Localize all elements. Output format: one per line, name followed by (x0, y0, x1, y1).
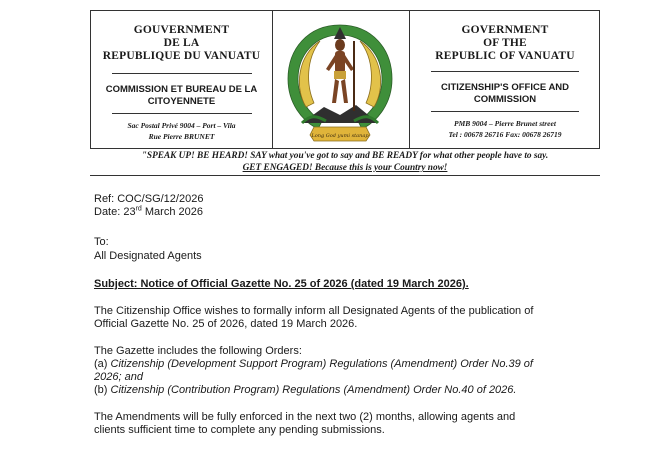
english-dept-line2: COMMISSION (473, 94, 537, 105)
english-gov-line2: OF THE (483, 37, 527, 49)
recipient: All Designated Agents (94, 250, 202, 262)
letterhead-english-column (409, 11, 600, 148)
order-a-title: Citizenship (Development Support Program) Regulations (Amendment) Order No.39 of (110, 358, 533, 370)
french-gov-line3: REPUBLIQUE DU VANUATU (102, 50, 261, 62)
divider (431, 111, 579, 112)
french-gov-line1: GOUVERNMENT (133, 24, 230, 36)
paragraph-3-line2: clients sufficient time to complete any pending submissions. (94, 424, 385, 436)
french-addr-line1: Sac Postal Privé 9004 – Port – Vila (127, 121, 236, 130)
motto-line2: GET ENGAGED! Because this is your Country now! (242, 163, 448, 173)
english-addr-line2: Tel : 00678 26716 Fax: 00678 26719 (448, 130, 562, 139)
letterhead (90, 10, 600, 149)
english-gov-line1: GOVERNMENT (461, 24, 549, 36)
order-a-line2: 2026; and (94, 371, 143, 383)
motto-banner (90, 150, 600, 174)
english-department-name (410, 82, 600, 106)
to-label: To: (94, 236, 109, 248)
order-a (94, 358, 533, 371)
paragraph-1-line2: Official Gazette No. 25 of 2026, dated 19 March 2026. (94, 318, 358, 330)
french-government-title (91, 24, 272, 63)
french-gov-line2: DE LA (163, 37, 200, 49)
english-address (410, 118, 600, 140)
french-dept-line1: COMMISSION ET BUREAU DE LA (105, 84, 258, 95)
order-a-prefix: (a) (94, 358, 111, 370)
reference-number: Ref: COC/SG/12/2026 (94, 193, 204, 205)
french-address (91, 120, 272, 142)
english-gov-line3: REPUBLIC OF VANUATU (435, 50, 575, 62)
date-prefix: Date: 23 (94, 206, 136, 218)
order-b (94, 384, 516, 397)
french-dept-line2: CITOYENNETE (147, 96, 216, 107)
vanuatu-coat-of-arms-icon (272, 11, 409, 148)
paragraph-1-line1: The Citizenship Office wishes to formally inform all Designated Agents of the publication of (94, 305, 534, 317)
divider (112, 73, 252, 74)
english-dept-line1: CITIZENSHIP'S OFFICE AND (440, 82, 570, 93)
letter-date (94, 206, 203, 219)
date-suffix: March 2026 (141, 206, 203, 218)
divider (112, 113, 252, 114)
divider (431, 71, 579, 72)
french-department-name (91, 84, 272, 108)
motto-line1: "SPEAK UP! BE HEARD! SAY what you've got to say and BE READY for what other people have to say. (141, 151, 549, 161)
english-government-title (410, 24, 600, 63)
coat-of-arms-column (272, 11, 409, 148)
emblem-motto: Long God yumi stanap (311, 133, 369, 139)
order-b-title: Citizenship (Contribution Program) Regulations (Amendment) Order No.40 of 2026. (110, 384, 517, 396)
paragraph-3-line1: The Amendments will be fully enforced in the next two (2) months, allowing agents and (94, 411, 516, 423)
french-addr-line2: Rue Pierre BRUNET (148, 132, 215, 141)
subject-line: Subject: Notice of Official Gazette No. 25 of 2026 (dated 19 March 2026). (94, 278, 469, 290)
orders-intro: The Gazette includes the following Orders: (94, 345, 302, 357)
order-b-prefix: (b) (94, 384, 111, 396)
motto-divider (90, 175, 600, 176)
date-superscript: rd (135, 205, 142, 213)
english-addr-line1: PMB 9004 – Pierre Brunet street (454, 119, 556, 128)
letterhead-french-column (91, 11, 273, 148)
